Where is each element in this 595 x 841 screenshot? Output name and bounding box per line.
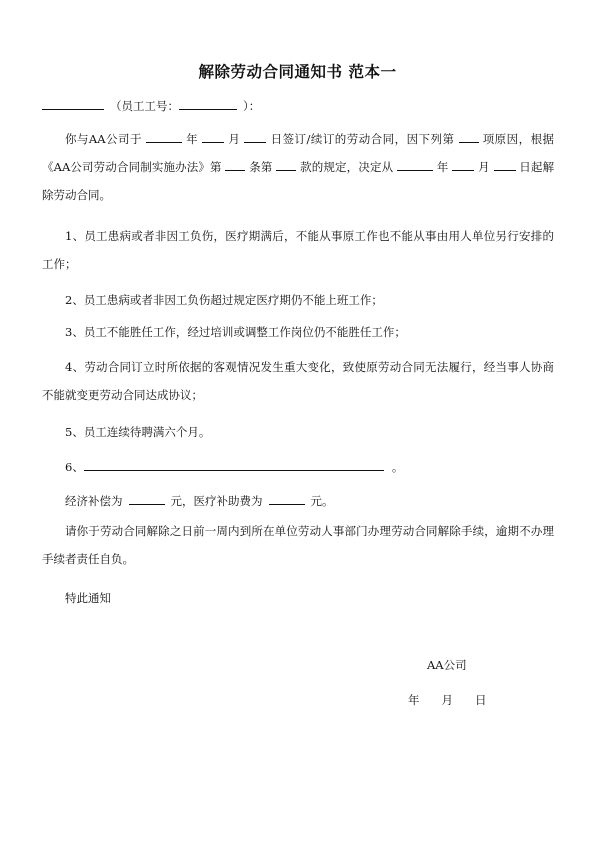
termination-year-blank[interactable] <box>397 159 433 171</box>
employee-line <box>42 98 260 113</box>
reason-item-4: 4、劳动合同订立时所依据的客观情况发生重大变化，致使原劳动合同无法履行，经当事人协商不能就变更劳动合同达成协议； <box>42 360 554 402</box>
employee-no-blank[interactable] <box>179 98 237 110</box>
signature-company: AA公司 <box>427 658 467 672</box>
clause-blank[interactable] <box>276 159 296 171</box>
reason-item-1: 1、员工患病或者非因工负伤，医疗期满后，不能从事原工作也不能从事由用人单位另行安排的工作； <box>42 229 554 271</box>
closing-text: 特此通知 <box>65 591 111 605</box>
sign-month-blank[interactable] <box>202 131 224 143</box>
reason-item-2: 2、员工患病或者非因工负伤超过规定医疗期仍不能上班工作； <box>65 293 383 307</box>
compensation-line: 经济补偿为 元，医疗补助费为 元。 <box>65 494 334 508</box>
sign-year-blank[interactable] <box>146 131 182 143</box>
document-title: 解除劳动合同通知书 范本一 <box>198 63 397 81</box>
procedure-paragraph: 请你于劳动合同解除之日前一周内到所在单位劳动人事部门办理劳动合同解除手续，逾期不办理手续者责任自负。 <box>42 524 554 566</box>
article-blank[interactable] <box>225 159 245 171</box>
medical-subsidy-blank[interactable] <box>269 493 305 505</box>
economic-compensation-blank[interactable] <box>129 493 165 505</box>
sign-day-blank[interactable] <box>244 131 266 143</box>
intro-paragraph: 你与AA公司于 年 月 日签订/续订的劳动合同，因下列第 项原因，根据《AA公司劳动合同制实施办法》第 条第 款的规定，决定从 年 月 日起解除劳动合同。 <box>42 132 555 202</box>
termination-day-blank[interactable] <box>494 159 516 171</box>
reason-item-3: 3、员工不能胜任工作，经过培训或调整工作岗位仍不能胜任工作； <box>65 325 406 339</box>
employee-no-label: （员工工号： <box>110 99 179 113</box>
termination-month-blank[interactable] <box>452 159 474 171</box>
reason-item-blank[interactable] <box>459 131 479 143</box>
signature-date: 年 月 日 <box>408 693 487 707</box>
reason-item-5: 5、员工连续待聘满六个月。 <box>65 425 211 439</box>
employee-name-blank[interactable] <box>42 98 104 110</box>
other-reason-blank[interactable] <box>84 459 384 471</box>
employee-no-suffix: ）： <box>243 99 261 113</box>
reason-item-6: 6、 。 <box>65 460 404 474</box>
